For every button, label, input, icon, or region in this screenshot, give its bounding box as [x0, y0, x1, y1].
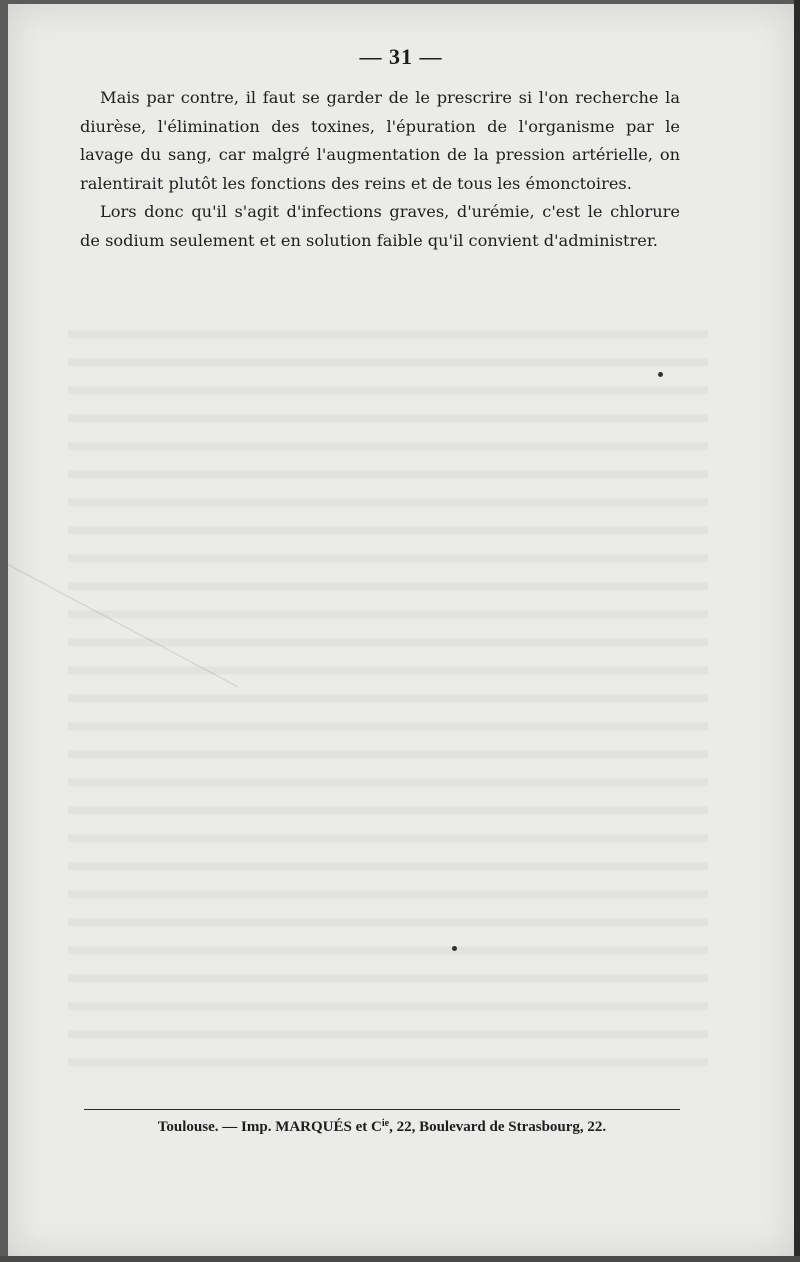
printer-imprint [84, 1118, 680, 1136]
scanned-page [8, 4, 794, 1258]
scan-edge-bottom [0, 1256, 800, 1262]
bleed-through-text [68, 314, 708, 1074]
imprint-superscript: ie [381, 1118, 390, 1129]
paragraph-2: Lors donc qu'il s'agit d'infections graves, d'urémie, c'est le chlorure de sodium seulement et en solution faible qu'il convient d'administrer. [80, 202, 680, 250]
body-text [80, 84, 680, 256]
imprint-text-start: Toulouse. — Imp. MARQUÉS et C [157, 1119, 382, 1135]
imprint-text-end: , 22, Boulevard de Strasbourg, 22. [389, 1119, 607, 1135]
speck-mark [658, 372, 663, 377]
page-number: — 31 — [359, 44, 443, 69]
scan-edge-right [794, 0, 800, 1262]
speck-mark [452, 946, 457, 951]
footer-rule [84, 1109, 680, 1110]
paragraph-1: Mais par contre, il faut se garder de le prescrire si l'on recherche la diurèse, l'élimination des toxines, l'épuration de l'organisme par le lavage du sang, car malgré l'augmentation de la pression artérielle, on ralentirait plutôt les fonctions des reins et de tous les émonctoires. [80, 88, 680, 193]
